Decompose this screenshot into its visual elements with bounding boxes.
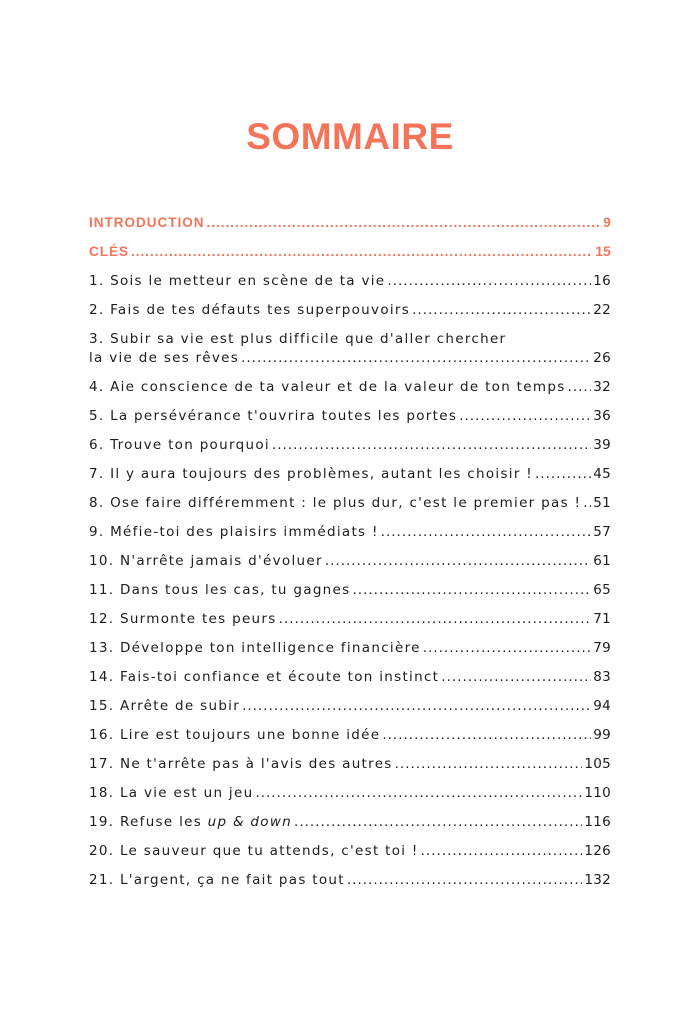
- toc-page-number: 116: [584, 814, 611, 830]
- dot-leader: [255, 783, 582, 803]
- toc-entry-label: 9. Méfie-toi des plaisirs immédiats !: [89, 524, 379, 540]
- dot-leader: [294, 812, 582, 832]
- toc-entry-label: 16. Lire est toujours une bonne idée: [89, 727, 381, 743]
- toc-page-number: 16: [593, 273, 611, 289]
- toc-entry-label: 8. Ose faire différemment : le plus dur, c'est le premier pas !: [89, 495, 582, 511]
- toc-entry[interactable]: [89, 551, 611, 571]
- toc-entry-label: 14. Fais-toi confiance et écoute ton instinct: [89, 669, 440, 685]
- toc-section-introduction[interactable]: [89, 213, 611, 233]
- toc-entry[interactable]: [89, 870, 611, 890]
- toc-entry-label: la vie de ses rêves: [89, 350, 240, 366]
- toc-page-number: 105: [584, 756, 611, 772]
- toc-page-number: 132: [584, 872, 611, 888]
- dot-leader: [347, 870, 582, 890]
- toc-page-number: 83: [593, 669, 611, 685]
- dot-leader: [272, 435, 591, 455]
- toc-page-number: 65: [593, 582, 611, 598]
- toc-entry[interactable]: [89, 667, 611, 687]
- dot-leader: [241, 348, 591, 368]
- toc-page-number: 22: [593, 302, 611, 318]
- toc-entry[interactable]: [89, 812, 611, 832]
- toc-entry-label-prefix: 19. Refuse les: [89, 814, 208, 830]
- toc-entry-label: 13. Développe ton intelligence financière: [89, 640, 421, 656]
- dot-leader: [131, 242, 593, 262]
- toc-page-number: 15: [595, 244, 611, 259]
- toc-page-number: 94: [593, 698, 611, 714]
- toc-page-number: 61: [593, 553, 611, 569]
- dot-leader: [381, 522, 592, 542]
- dot-leader: [583, 493, 591, 513]
- toc-page-number: 110: [584, 785, 611, 801]
- dot-leader: [279, 609, 592, 629]
- dot-leader: [382, 725, 591, 745]
- toc-page-number: 79: [593, 640, 611, 656]
- toc-page-number: 32: [593, 379, 611, 395]
- toc-entry-label: 18. La vie est un jeu: [89, 785, 254, 801]
- toc-entry-label: 7. Il y aura toujours des problèmes, autant les choisir !: [89, 466, 533, 482]
- toc-entry-label: 10. N'arrête jamais d'évoluer: [89, 553, 323, 569]
- toc-entry[interactable]: [89, 783, 611, 803]
- toc-entry-label-italic: up & down: [207, 814, 293, 830]
- toc-entry-label: 1. Sois le metteur en scène de ta vie: [89, 273, 386, 289]
- page-title: SOMMAIRE: [246, 116, 454, 157]
- toc-entry-label-line1: 3. Subir sa vie est plus difficile que d'aller chercher: [89, 331, 507, 347]
- toc-page-number: 45: [593, 466, 611, 482]
- toc-entry-label: 11. Dans tous les cas, tu gagnes: [89, 582, 351, 598]
- toc-entry-label: 20. Le sauveur que tu attends, c'est toi !: [89, 843, 419, 859]
- dot-leader: [207, 213, 602, 233]
- toc-entry-label: 4. Aie conscience de ta valeur et de la valeur de ton temps: [89, 379, 566, 395]
- toc-entry-label: 12. Surmonte tes peurs: [89, 611, 277, 627]
- toc-entry[interactable]: [89, 522, 611, 542]
- dot-leader: [459, 406, 591, 426]
- dot-leader: [242, 696, 591, 716]
- toc-page-number: 71: [593, 611, 611, 627]
- dot-leader: [395, 754, 583, 774]
- dot-leader: [325, 551, 591, 571]
- toc-entry[interactable]: [89, 493, 611, 513]
- toc-entry[interactable]: [89, 406, 611, 426]
- dot-leader: [535, 464, 591, 484]
- toc-page-number: 51: [593, 495, 611, 511]
- toc-page-number: 39: [593, 437, 611, 453]
- dot-leader: [412, 300, 591, 320]
- toc-entry[interactable]: [89, 464, 611, 484]
- dot-leader: [441, 667, 591, 687]
- toc-page-number: 57: [593, 524, 611, 540]
- toc-entry[interactable]: [89, 271, 611, 291]
- dot-leader: [423, 638, 591, 658]
- toc-page-number: 36: [593, 408, 611, 424]
- dot-leader: [568, 377, 592, 397]
- toc-entry[interactable]: [89, 377, 611, 397]
- toc-entry-label: 5. La persévérance t'ouvrira toutes les portes: [89, 408, 458, 424]
- toc-section-label: CLÉS: [89, 244, 130, 259]
- toc-entry[interactable]: [89, 725, 611, 745]
- toc-section-label: INTRODUCTION: [89, 215, 205, 230]
- toc-page-number: 9: [603, 215, 611, 230]
- toc-entry-label: 2. Fais de tes défauts tes superpouvoirs: [89, 302, 411, 318]
- toc-entry[interactable]: [89, 754, 611, 774]
- toc-entry-label: 15. Arrête de subir: [89, 698, 241, 714]
- toc-entry[interactable]: [89, 435, 611, 455]
- toc-entry-label: 17. Ne t'arrête pas à l'avis des autres: [89, 756, 393, 772]
- toc-page-number: 126: [584, 843, 611, 859]
- toc-entry[interactable]: [89, 580, 611, 600]
- dot-leader: [387, 271, 591, 291]
- toc-entry[interactable]: [89, 638, 611, 658]
- toc-page-number: 26: [593, 350, 611, 366]
- toc-entry-label: 21. L'argent, ça ne fait pas tout: [89, 872, 345, 888]
- toc-entry-label: 6. Trouve ton pourquoi: [89, 437, 270, 453]
- dot-leader: [352, 580, 591, 600]
- toc-section-cles[interactable]: [89, 242, 611, 262]
- toc-entry[interactable]: [89, 696, 611, 716]
- toc-entry[interactable]: [89, 841, 611, 861]
- toc-entry[interactable]: [89, 348, 611, 368]
- toc-entry[interactable]: [89, 300, 611, 320]
- dot-leader: [421, 841, 583, 861]
- toc-entry[interactable]: [89, 609, 611, 629]
- toc-entry-label: [89, 812, 292, 832]
- toc-page-number: 99: [593, 727, 611, 743]
